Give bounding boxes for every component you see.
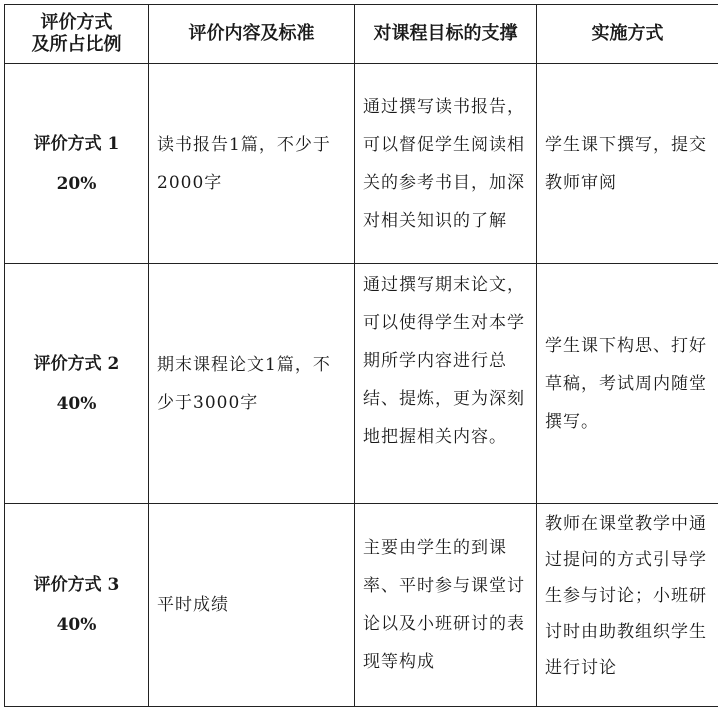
header-method-line2: 及所占比例 <box>31 34 122 55</box>
method-cell <box>5 64 149 264</box>
header-method-weight <box>5 5 149 64</box>
content-cell: 期末课程论文1篇，不少于3000字 <box>149 264 355 504</box>
table-header-row <box>5 5 718 64</box>
header-support: 对课程目标的支撑 <box>355 5 537 64</box>
method-label: 评价方式 1 <box>33 133 120 154</box>
method-weight: 40% <box>56 615 97 635</box>
implementation-cell: 教师在课堂教学中通过提问的方式引导学生参与讨论；小班研讨时由助教组织学生进行讨论 <box>537 504 718 707</box>
method-cell <box>5 264 149 504</box>
support-cell: 主要由学生的到课率、平时参与课堂讨论以及小班研讨的表现等构成 <box>355 504 537 707</box>
method-label: 评价方式 3 <box>33 575 120 595</box>
table-row <box>5 64 718 264</box>
method-cell <box>5 504 149 707</box>
header-implementation: 实施方式 <box>537 5 718 64</box>
header-content: 评价内容及标准 <box>149 5 355 64</box>
support-cell: 通过撰写期末论文，可以使得学生对本学期所学内容进行总结、提炼，更为深刻地把握相关内容。 <box>355 264 537 504</box>
table-row <box>5 264 718 504</box>
method-weight: 40% <box>56 393 97 414</box>
implementation-cell: 学生课下构思、打好草稿，考试周内随堂撰写。 <box>537 264 718 504</box>
method-label: 评价方式 2 <box>33 353 120 374</box>
header-method-line1: 评价方式 <box>40 12 113 33</box>
support-cell: 通过撰写读书报告，可以督促学生阅读相关的参考书目，加深对相关知识的了解 <box>355 64 537 264</box>
content-cell: 读书报告1篇，不少于2000字 <box>149 64 355 264</box>
method-weight: 20% <box>56 173 97 194</box>
table-row <box>5 504 718 707</box>
assessment-table <box>4 4 718 707</box>
implementation-cell: 学生课下撰写，提交教师审阅 <box>537 64 718 264</box>
content-cell: 平时成绩 <box>149 504 355 707</box>
